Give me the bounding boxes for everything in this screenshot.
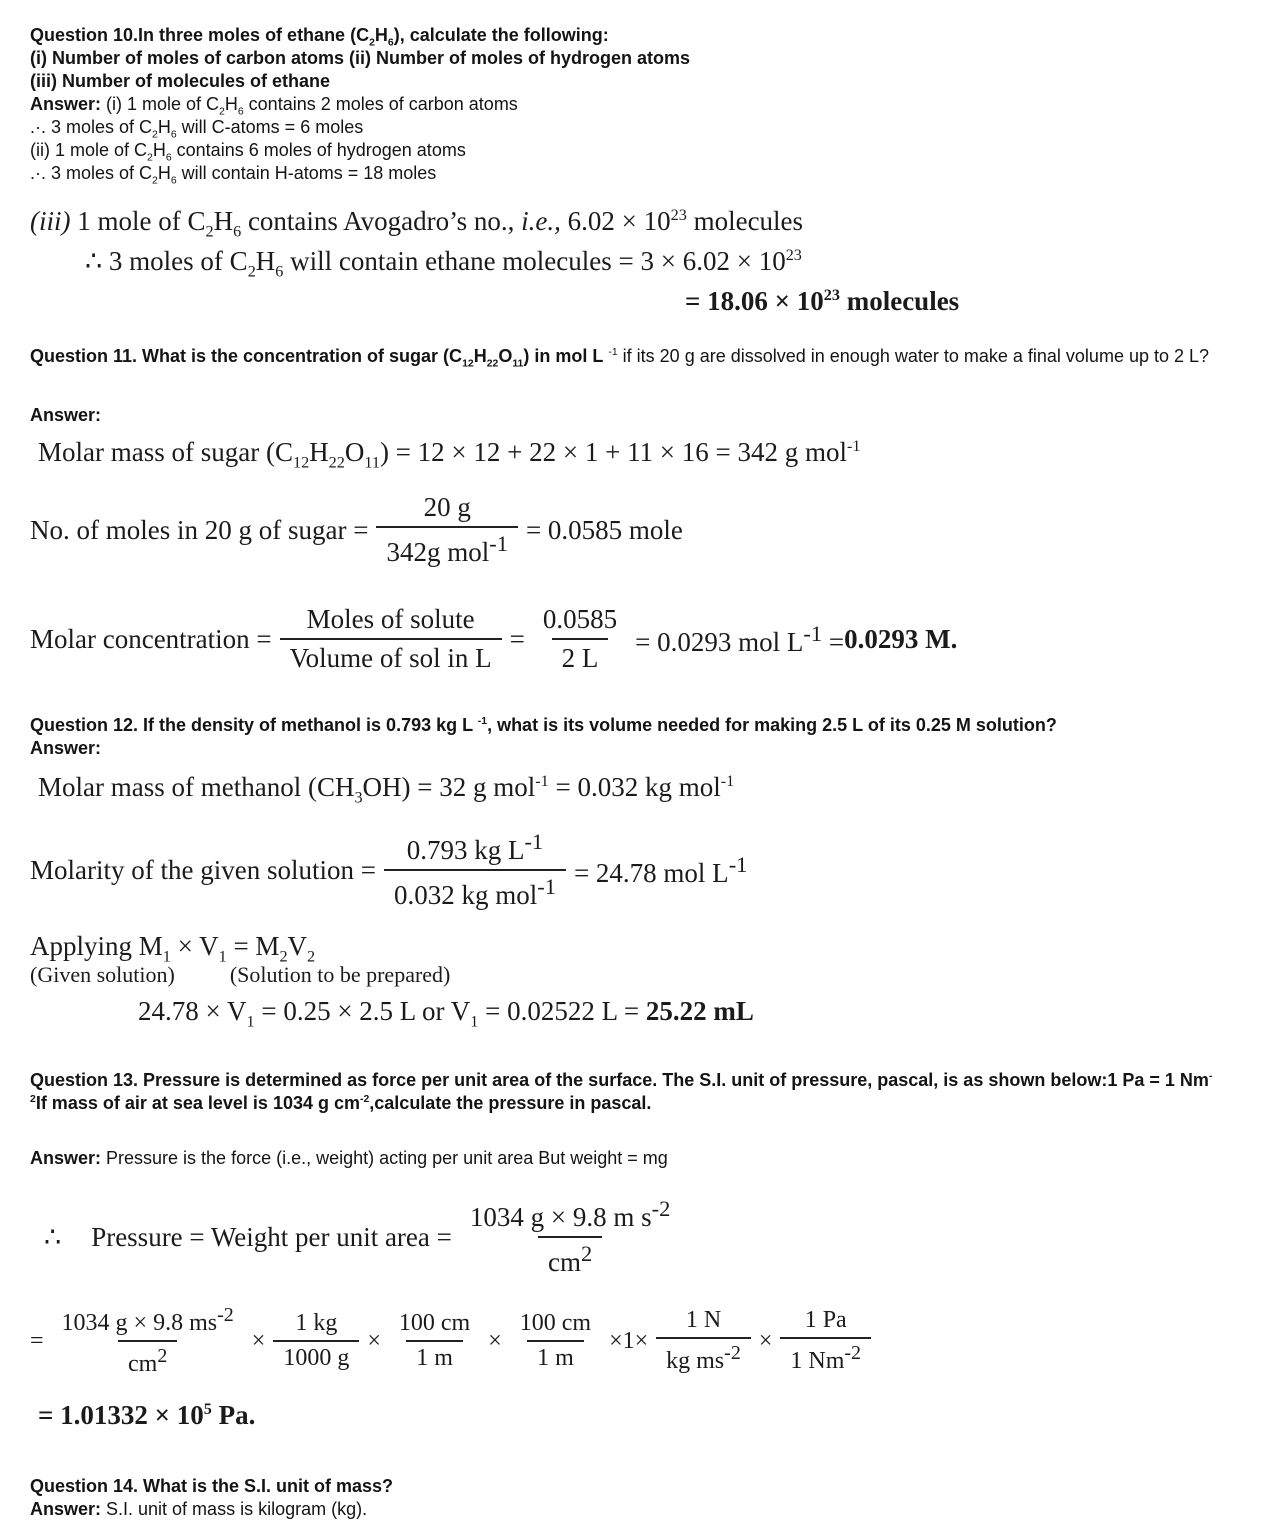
question-10-title: Question 10.In three moles of ethane $(C_2H_6)$, calculate the following: (30, 25, 609, 49)
concentration-result: = 0.0293 mol $L^{-1}$ = (635, 620, 845, 657)
question-13-title-line-1: Question 13. Pressure is determined as force per unit area of the surface. The S.I. unit of pressure, pascal, is as shown below:1 Pa = 1 Nm- (30, 1070, 1213, 1090)
fraction-denominator: $cm^2$ (118, 1340, 177, 1378)
chain-fraction-1 (52, 1304, 244, 1378)
question-11-title (30, 345, 1245, 368)
roman-iii: (iii) (30, 206, 71, 236)
q13-final-result: = $1.01332 \times 10^5$ Pa. (38, 1400, 256, 1430)
fraction-numerator: 0.793 kg $L^{-1}$ (406, 829, 544, 865)
chain-fraction-5 (656, 1307, 751, 1375)
fraction-numerator: 0.0585 (542, 604, 618, 634)
question-10-answer-line-1 (30, 93, 1245, 116)
chain-fraction-3 (389, 1310, 480, 1372)
question-12-block (30, 714, 1245, 760)
question-13-title-line-2: $^2$If mass of air at sea level is 1034 g $cm^{-2},calculate$ the pressure in pascal. (30, 1093, 652, 1113)
fraction-numerator: 1034 g × 9.8 $ms^{-2}$ (61, 1304, 234, 1336)
concentration-final-bold: 0.0293 M. (844, 623, 958, 654)
fraction-numerator: 100 cm (398, 1310, 471, 1336)
fraction-numerator: 1 Pa (804, 1307, 847, 1333)
question-10-work-block (30, 201, 1245, 321)
caption-given-solution: (Given solution) (30, 962, 175, 987)
fraction-denominator: 1 $Nm^{-2}$ (780, 1337, 871, 1375)
q11-concentration-equation (30, 604, 1245, 674)
fraction-denominator: 2 L (552, 638, 609, 674)
fraction-denominator: 1 m (406, 1340, 463, 1372)
question-11-title-bold: Question 11. What is the concentration of sugar $(C_{12}H_{22}O_{11})$ in mol L (30, 346, 604, 370)
fraction-denominator: Volume of sol in L (280, 638, 502, 674)
fraction-numerator: 1 kg (295, 1310, 338, 1336)
times-sign: × (251, 1327, 266, 1354)
question-10-answer-line-3: (ii) 1 mole of $C_2H_6$ contains 6 moles of hydrogen atoms (30, 140, 466, 164)
answer-label: Answer: (30, 1499, 102, 1519)
moles-prefix: No. of moles in 20 g of sugar = (30, 514, 369, 545)
question-12-title: Question 12. If the density of methanol is 0.793 kg L $^{-1}$, what is its volume needed for making 2.5 L of its 0.25 M solution? (30, 715, 1057, 735)
question-10-answer-line-2: .·. 3 moles of $C_2H_6$ will C-atoms = 6 moles (30, 117, 364, 141)
question-10-block (30, 24, 1245, 185)
fraction-denominator: 1000 g (273, 1340, 359, 1372)
fraction-denominator: 0.032 kg mol$^{-1}$ (384, 869, 566, 911)
fraction-0.0585-over-2L (533, 604, 627, 674)
fraction-numerator: 1034 g × 9.8 m $s^{-2}$ (469, 1196, 671, 1232)
answer-text: S.I. unit of mass is kilogram (kg). (101, 1499, 368, 1519)
work-line-a (30, 201, 1245, 241)
fraction-numerator: 100 cm (519, 1310, 592, 1336)
question-14-title: Question 14. What is the S.I. unit of mass? (30, 1476, 394, 1496)
ie-abbrev: i.e., (521, 206, 561, 236)
answer-label: Answer: (30, 405, 102, 425)
q12-caption-line (30, 962, 1245, 988)
molarity-prefix: Molarity of the given solution = (30, 854, 376, 885)
q12-applying-line: Applying $M_1 \times V_1 = M_2V_2$ (30, 931, 316, 966)
fraction-denominator: kg $ms^{-2}$ (656, 1337, 751, 1375)
chain-fraction-6 (780, 1307, 871, 1375)
fraction-weight-over-area (460, 1196, 681, 1278)
work-line-a-tail: $6.02 \times 10^{23}$ molecules (560, 206, 804, 236)
fraction-denominator: 342g mol$^{-1}$ (376, 526, 518, 568)
work-line-a-text: 1 mole of $C_2H_6$ contains Avogadro’s no., (70, 206, 522, 241)
fraction-density-over-molarmass (384, 829, 566, 911)
work-result-line: = $18.06 \times 10^{23}$ molecules (685, 286, 960, 316)
answer-label: Answer: (30, 1148, 102, 1168)
chain-fraction-4 (510, 1310, 601, 1372)
times-sign: × (758, 1327, 773, 1354)
fraction-denominator: $cm^2$ (538, 1236, 602, 1278)
question-11-block (30, 345, 1245, 427)
concentration-prefix: Molar concentration = (30, 623, 272, 654)
times-sign: × (488, 1327, 502, 1354)
q11-moles-equation (30, 492, 1245, 568)
question-13-answer-line (30, 1147, 1245, 1170)
v1-result-bold: 25.22 mL (645, 996, 754, 1026)
fraction-numerator: 20 g (423, 492, 471, 522)
question-13-block (30, 1069, 1245, 1170)
fraction-numerator: 1 N (685, 1307, 722, 1333)
molarity-result: = 24.78 mol $L^{-1}$ (573, 851, 748, 888)
answer-label: Answer: (30, 94, 102, 114)
v1-equation: $24.78 \times V_1 = 0.25 \times 2.5$ L or $V_1 = 0.02522$ L = (138, 996, 646, 1031)
fraction-denominator: 1 m (527, 1340, 584, 1372)
q12-molar-mass-line: Molar mass of methanol $(CH_3OH) = 32$ g mol$^{-1}$ = 0.032 kg mol$^{-1}$ (38, 772, 735, 807)
answer-text: Pressure is the force (i.e., weight) acting per unit area But weight = mg (101, 1148, 668, 1168)
chain-fraction-2 (273, 1310, 359, 1372)
equals-sign: = (509, 623, 525, 654)
therefore-symbol: ∴ (44, 1221, 62, 1252)
question-10-part-i-ii: (i) Number of moles of carbon atoms (ii) Number of moles of hydrogen atoms (30, 48, 691, 68)
question-10-answer-line-4: .·. 3 moles of $C_2H_6$ will contain H-atoms = 18 moles (30, 163, 437, 187)
work-line-b: ∴ 3 moles of $C_2H_6$ will contain ethane molecules = $3 \times 6.02 \times 10^{23}$ (85, 246, 802, 281)
moles-result: = 0.0585 mole (525, 514, 683, 545)
question-10-part-iii: (iii) Number of molecules of ethane (30, 71, 331, 91)
times-one-times: ×1× (609, 1327, 649, 1354)
q13-conversion-chain (30, 1304, 1245, 1378)
fraction-numerator: Moles of solute (306, 604, 475, 634)
fraction-solute-over-volume (280, 604, 502, 674)
equals-sign: = (30, 1327, 44, 1354)
q12-molarity-equation (30, 829, 1245, 911)
question-14-block (30, 1475, 1245, 1521)
question-14-answer-line (30, 1498, 1245, 1521)
times-sign: × (367, 1327, 381, 1354)
q11-molar-mass-line: Molar mass of sugar $(C_{12}H_{22}O_{11}) = 12 \times 12 + 22 \times 1 + 11 \times 16 = 342$ g mol$^{-1}$ (38, 437, 861, 472)
question-11-title-rest: $^{-1}$ if its 20 g are dissolved in enough water to make a final volume up to 2 L? (608, 346, 1210, 366)
answer-label: Answer: (30, 738, 102, 758)
caption-solution-to-prepare: (Solution to be prepared) (229, 962, 451, 987)
q12-v1-line (30, 996, 1245, 1031)
fraction-20g-over-342 (376, 492, 518, 568)
q13-pressure-equation (30, 1196, 1245, 1278)
answer-text: (i) 1 mole of $C_2H_6$ contains 2 moles of carbon atoms (101, 94, 518, 118)
pressure-prefix: Pressure = Weight per unit area = (91, 1221, 452, 1252)
